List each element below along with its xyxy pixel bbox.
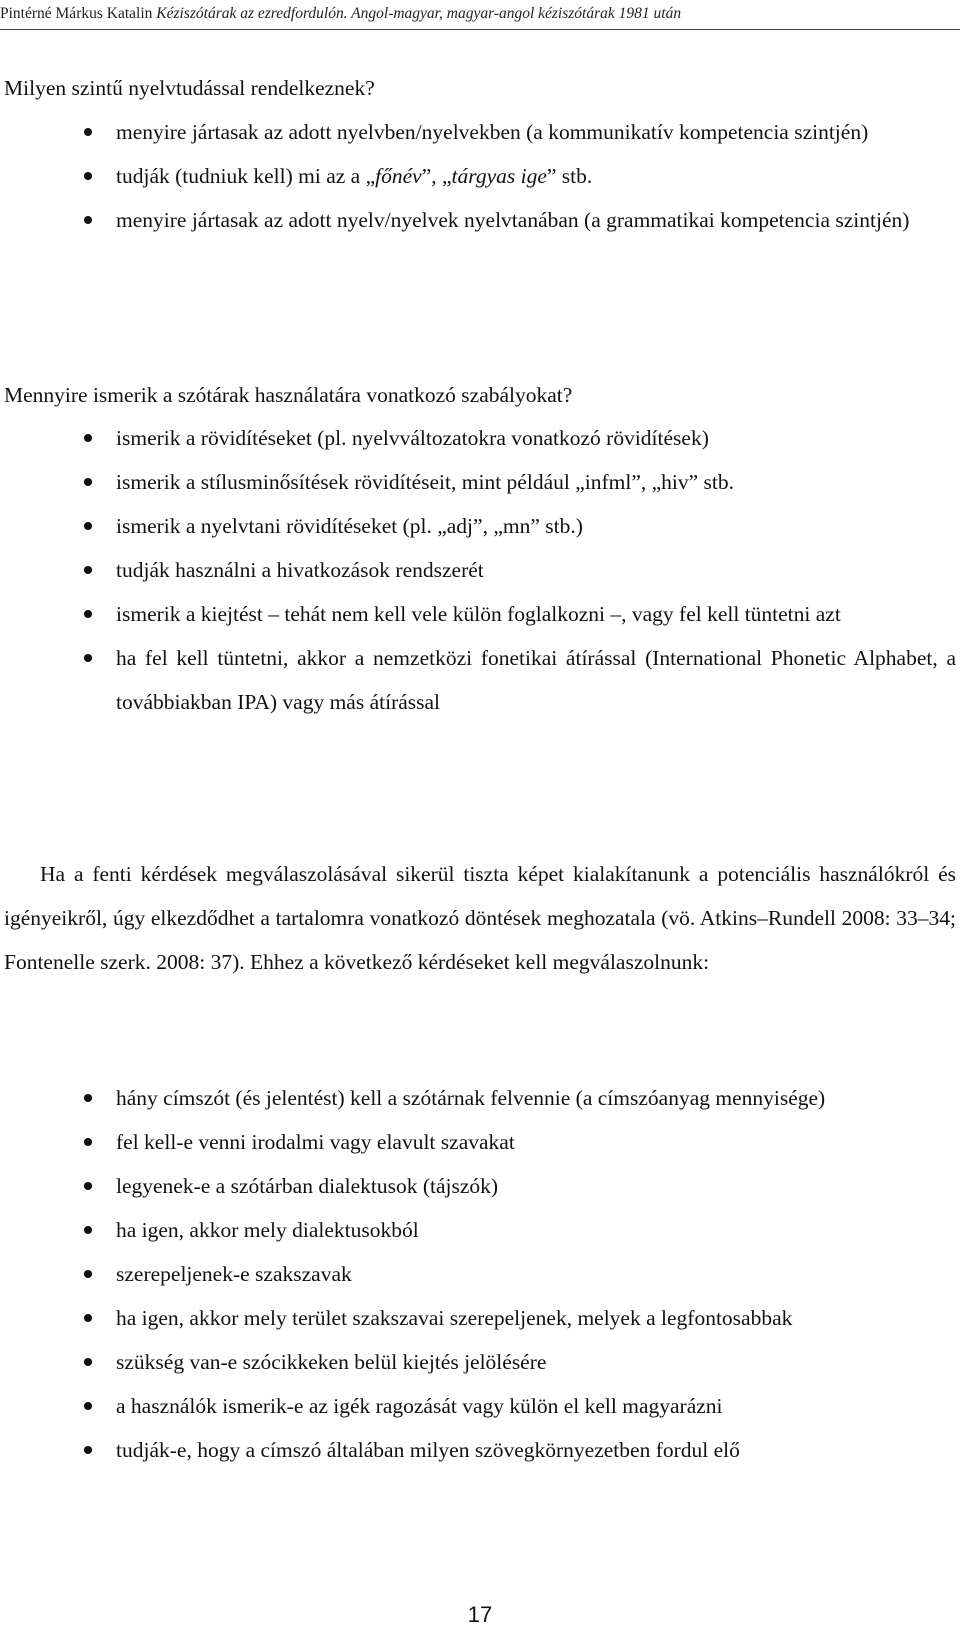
list-item: tudják (tudniuk kell) mi az a „főnév”, „tárgyas ige” stb. <box>0 154 956 198</box>
header-title: Kéziszótárak az ezredfordulón. Angol-magyar, magyar-angol kéziszótárak 1981 után <box>156 5 682 22</box>
list-item: tudják-e, hogy a címszó általában milyen szövegkörnyezetben fordul elő <box>0 1428 956 1472</box>
bullet-icon <box>84 1358 92 1366</box>
header-rule <box>0 29 960 30</box>
header-author: Pintérné Márkus Katalin <box>0 5 157 22</box>
list-item: ha igen, akkor mely terület szakszavai szerepeljenek, melyek a legfontosabbak <box>0 1296 956 1340</box>
list-item: ismerik a stílusminősítések rövidítéseit, mint például „infml”, „hiv” stb. <box>0 460 956 504</box>
bullet-icon <box>84 434 92 442</box>
list-item: menyire jártasak az adott nyelv/nyelvek nyelvtanában (a grammatikai kompetencia szintjén) <box>0 198 956 242</box>
bullet-icon <box>84 1270 92 1278</box>
list-item: hány címszót (és jelentést) kell a szótárnak felvennie (a címszóanyag mennyisége) <box>0 1076 956 1120</box>
section2-question: Mennyire ismerik a szótárak használatára vonatkozó szabályokat? <box>4 383 573 407</box>
list-item: fel kell-e venni irodalmi vagy elavult szavakat <box>0 1120 956 1164</box>
page-number: 17 <box>467 1602 493 1627</box>
running-header <box>0 0 960 30</box>
list-item: ismerik a rövidítéseket (pl. nyelvváltozatokra vonatkozó rövidítések) <box>0 416 956 460</box>
list-item: ismerik a kiejtést – tehát nem kell vele külön foglalkozni –, vagy fel kell tüntetni azt <box>0 592 956 636</box>
list-item: ismerik a nyelvtani rövidítéseket (pl. „adj”, „mn” stb.) <box>0 504 956 548</box>
list-item: ha igen, akkor mely dialektusokból <box>0 1208 956 1252</box>
section2-list <box>0 416 956 724</box>
bullet-icon <box>84 128 92 136</box>
bullet-icon <box>84 1446 92 1454</box>
list-item: tudják használni a hivatkozások rendszerét <box>0 548 956 592</box>
section1-list <box>0 110 956 242</box>
list-item: legyenek-e a szótárban dialektusok (tájszók) <box>0 1164 956 1208</box>
bullet-icon <box>84 1402 92 1410</box>
body-paragraph: Ha a fenti kérdések megválaszolásával sikerül tiszta képet kialakítanunk a potenciális használókról és igényeikről, úgy elkezdődhet a tartalomra vonatkozó döntések meghozatala (vö. Atkins–Rundell 2008: 33–34; Fontenelle szerk. 2008: 37). Ehhez a következő kérdéseket kell megválaszolnunk: <box>4 862 956 974</box>
list-item: szerepeljenek-e szakszavak <box>0 1252 956 1296</box>
section1-question: Milyen szintű nyelvtudással rendelkeznek? <box>4 76 375 100</box>
list-item: ha fel kell tüntetni, akkor a nemzetközi fonetikai átírással (International Phonetic Alphabet, a továbbiakban IPA) vagy más átírással <box>0 636 956 724</box>
bullet-icon <box>84 1226 92 1234</box>
list-item: szükség van-e szócikkeken belül kiejtés jelölésére <box>0 1340 956 1384</box>
section3-list <box>0 1076 956 1472</box>
bullet-icon <box>84 610 92 618</box>
bullet-icon <box>84 1314 92 1322</box>
bullet-icon <box>84 1094 92 1102</box>
bullet-icon <box>84 478 92 486</box>
bullet-icon <box>84 654 92 662</box>
list-item: menyire jártasak az adott nyelvben/nyelvekben (a kommunikatív kompetencia szintjén) <box>0 110 956 154</box>
bullet-icon <box>84 566 92 574</box>
bullet-icon <box>84 172 92 180</box>
bullet-icon <box>84 1182 92 1190</box>
bullet-icon <box>84 522 92 530</box>
bullet-icon <box>84 216 92 224</box>
bullet-icon <box>84 1138 92 1146</box>
list-item: a használók ismerik-e az igék ragozását vagy külön el kell magyarázni <box>0 1384 956 1428</box>
